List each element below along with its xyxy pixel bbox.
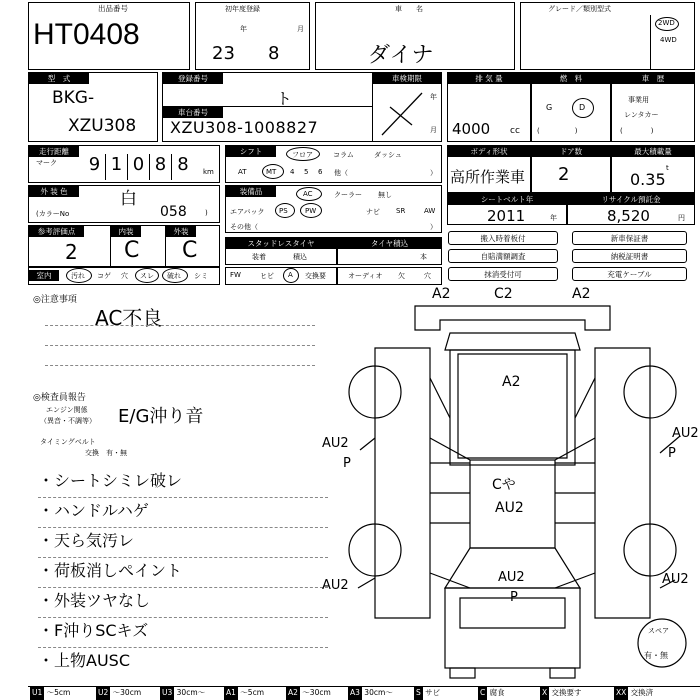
legend-code: U2 xyxy=(96,686,110,700)
inspection-month-unit: 月 xyxy=(430,126,437,134)
dmg-roof-au: AU2 xyxy=(495,500,524,516)
dmg-right-rear: AU2 xyxy=(662,572,689,587)
first-registration-year-unit: 年 xyxy=(240,25,247,33)
inspector-item: ・天ら気汚レ xyxy=(38,528,328,558)
load-unit: t xyxy=(666,164,669,172)
drive-4wd: 4WD xyxy=(660,36,677,44)
caution-text: AC不良 xyxy=(95,306,163,330)
doc-warranty: 新車保証書 xyxy=(572,231,687,245)
mileage-digit: 9 xyxy=(84,154,106,180)
body-value: 高所作業車 xyxy=(450,168,526,186)
doc-charging-cable: 充電ケーブル xyxy=(572,267,687,281)
car-name-value: ダイナ xyxy=(368,43,434,68)
engine-label: エンジン関係 xyxy=(46,406,88,414)
inspector-item: ・外装ツヤなし xyxy=(38,588,328,618)
shift-opt-other-close: ） xyxy=(430,169,437,177)
timing-sub: 交換 有・無 xyxy=(85,449,127,457)
color-no-value: 058 xyxy=(160,204,187,220)
fuel-label: 燃 料 xyxy=(532,73,610,84)
legend-item xyxy=(614,686,653,700)
lot-label: 出品番号 xyxy=(98,4,128,13)
ref-score-value: 2 xyxy=(65,240,78,264)
legend-item xyxy=(224,686,264,700)
shift-opt-column: コラム xyxy=(333,151,354,159)
displacement-value: 4000 xyxy=(452,120,491,138)
inspection-year-unit: 年 xyxy=(430,93,437,101)
seatbelt-unit: 年 xyxy=(550,214,557,222)
inspector-item: ・F沖りSCキズ xyxy=(38,618,328,648)
interior-score-value: C xyxy=(124,238,140,263)
studless-label: スタッドレスタイヤ xyxy=(226,238,336,249)
exterior-score-value: C xyxy=(182,238,198,263)
legend-code: U1 xyxy=(30,686,44,700)
legend-code: X xyxy=(540,686,549,700)
first-registration-year: 23 xyxy=(212,43,235,64)
equip-none: 無し xyxy=(378,191,392,199)
studless-opt-installed: 装着 xyxy=(252,253,266,261)
caution-line-2 xyxy=(45,345,315,346)
shift-floor-circle xyxy=(286,147,320,161)
history-rental: レンタカー xyxy=(624,111,659,119)
audio-missing: 欠 xyxy=(398,272,405,280)
dmg-right-mid: AU2 xyxy=(672,426,699,441)
audio-label: オーディオ xyxy=(348,272,383,280)
recycle-value: 8,520 xyxy=(607,207,650,225)
spare-value: 有・無 xyxy=(644,651,668,660)
legend-desc: 交換済 xyxy=(630,688,654,697)
tire-label: タイヤ積込 xyxy=(338,238,441,249)
legend-code: A2 xyxy=(286,686,300,700)
model-line2: XZU308 xyxy=(68,116,137,136)
shift-opt-dash: ダッシュ xyxy=(374,151,402,159)
dmg-front-left: A2 xyxy=(432,286,451,302)
recycle-label: リサイクル預託金 xyxy=(568,194,694,205)
dmg-front-right: A2 xyxy=(572,286,591,302)
color-no-label: (カラーNo xyxy=(36,210,70,218)
caution-line-1 xyxy=(45,325,315,326)
color-label: 外 装 色 xyxy=(29,186,79,197)
shift-opt-other: 他（ xyxy=(334,169,348,177)
equip-ps: PS xyxy=(279,207,288,215)
inspection-label: 車検期限 xyxy=(373,73,441,84)
inspection-strike xyxy=(372,85,432,140)
model-line1: BKG- xyxy=(52,88,95,108)
first-registration-month: 8 xyxy=(268,43,280,64)
reg-no-label: 登録番号 xyxy=(163,73,223,84)
dmg-rear-p: P xyxy=(510,590,518,605)
history-business: 事業用 xyxy=(628,96,649,104)
spare-label: スペア xyxy=(648,627,669,635)
doors-value: 2 xyxy=(558,164,570,185)
legend-code: A1 xyxy=(224,686,238,700)
interior-cond-dirt: 汚れ xyxy=(71,272,85,280)
doc-arrival-plate: 搬入時着板付 xyxy=(448,231,558,245)
mileage-digit: 8 xyxy=(177,154,189,175)
mileage-digits xyxy=(84,154,194,180)
shift-opt-4: 4 xyxy=(290,168,295,176)
caution-line-3 xyxy=(45,365,315,366)
legend-item xyxy=(96,686,141,700)
equip-other: その他（ xyxy=(230,223,258,231)
fw-crack: ヒビ xyxy=(260,272,274,280)
equip-pw: PW xyxy=(305,207,317,215)
shift-opt-floor: フロア xyxy=(292,151,313,159)
legend-desc: 交換要す xyxy=(551,688,582,697)
shift-opt-at: AT xyxy=(238,168,247,176)
mileage-unit: km xyxy=(203,168,214,176)
interior-cond-scuff: スレ xyxy=(140,272,154,280)
legend-desc: サビ xyxy=(425,688,441,697)
body-label: ボディ形状 xyxy=(448,146,530,157)
seatbelt-value: 2011 xyxy=(487,207,526,225)
legend-item xyxy=(160,686,205,700)
color-value: 白 xyxy=(120,189,137,209)
inspector-item: ・シートシミレ破レ xyxy=(38,468,328,498)
doc-deregistration: 抹消受付可 xyxy=(448,267,558,281)
inspector-item: ・ハンドルハゲ xyxy=(38,498,328,528)
recycle-unit: 円 xyxy=(678,214,685,222)
legend-code: C xyxy=(478,686,487,700)
fw-replace: 交換要 xyxy=(305,272,326,280)
interior-cond-stain: シミ xyxy=(194,272,208,280)
inspector-label: ◎検査員報告 xyxy=(33,393,86,403)
tire-unit: 本 xyxy=(420,253,427,261)
interior-cond-hole: 穴 xyxy=(121,272,128,280)
legend-desc: 30cm～ xyxy=(176,688,206,697)
equip-other-close: ） xyxy=(430,223,437,231)
fuel-g: G xyxy=(546,103,553,112)
shift-opt-mt: MT xyxy=(266,168,277,176)
interior-cond-label: 室内 xyxy=(29,270,59,281)
fw-a: A xyxy=(288,271,293,279)
equip-aw: AW xyxy=(424,207,436,215)
dmg-rear-au: AU2 xyxy=(498,570,525,585)
inspector-items xyxy=(38,468,328,678)
ref-score-label: 参考評価点 xyxy=(29,226,84,237)
displacement-unit: cc xyxy=(510,126,520,136)
caution-label: ◎注意事項 xyxy=(33,295,77,305)
legend-item xyxy=(478,686,505,700)
fw-label: FW xyxy=(230,271,241,279)
dmg-roof-c: Cや xyxy=(492,477,516,493)
mileage-mark: マーク xyxy=(36,159,57,167)
model-label: 型 式 xyxy=(29,73,89,84)
legend-desc: 腐食 xyxy=(489,688,505,697)
first-registration-label: 初年度登録 xyxy=(225,5,260,13)
reg-no-value: ト xyxy=(276,89,293,108)
inspector-item: ・荷板消しペイント xyxy=(38,558,328,588)
mileage-label: 走行距離 xyxy=(29,146,79,157)
equip-sr: SR xyxy=(396,207,406,215)
car-name-label: 車 名 xyxy=(395,5,423,13)
fuel-d: D xyxy=(579,103,586,112)
legend-item xyxy=(348,686,393,700)
first-registration-month-unit: 月 xyxy=(297,25,304,33)
doc-insurance-check: 自賠満額調査 xyxy=(448,249,558,263)
history-label: 車 歴 xyxy=(612,73,694,84)
mileage-digit: 8 xyxy=(150,154,172,180)
load-label: 最大積載量 xyxy=(612,146,694,157)
engine-sub: （異音・不調等） xyxy=(40,417,96,425)
audio-hole: 穴 xyxy=(424,272,431,280)
timing-label: タイミングベルト xyxy=(40,438,96,446)
dmg-right-mid-p: P xyxy=(668,446,676,461)
interior-cond-burn: コゲ xyxy=(97,272,111,280)
legend-desc: 30cm～ xyxy=(364,688,393,697)
legend-item xyxy=(30,686,70,700)
equip-ac: AC xyxy=(303,190,313,198)
legend-desc: ～30cm xyxy=(302,688,331,697)
exterior-score-label: 外装 xyxy=(166,226,196,237)
legend-desc: ～5cm xyxy=(46,688,71,697)
legend-code: A3 xyxy=(348,686,362,700)
legend-desc: ～30cm xyxy=(112,688,142,697)
legend-code: U3 xyxy=(160,686,174,700)
legend-code: XX xyxy=(614,686,628,700)
equip-label: 装備品 xyxy=(226,186,276,197)
interior-score-label: 内装 xyxy=(111,226,141,237)
legend-item xyxy=(540,686,582,700)
drive-2wd: 2WD xyxy=(658,19,675,27)
equip-airbag: エアバック xyxy=(230,208,265,216)
seatbelt-label: シートベルト年 xyxy=(448,194,566,205)
mileage-digit: 1 xyxy=(106,154,128,180)
interior-cond-tear: 破れ xyxy=(167,272,181,280)
studless-opt-loaded: 積込 xyxy=(293,253,307,261)
dmg-hood: A2 xyxy=(502,374,521,390)
shift-opt-6: 6 xyxy=(318,168,323,176)
chassis-label: 車台番号 xyxy=(163,107,223,118)
equip-cooler: クーラー xyxy=(334,191,362,199)
equip-navi: ナビ xyxy=(366,208,380,216)
lot-number: HT0408 xyxy=(33,18,140,51)
dmg-left-mid-p: P xyxy=(343,456,351,471)
shift-label: シフト xyxy=(226,146,276,157)
fuel-paren: ( ) xyxy=(537,127,578,135)
dmg-front-center: C2 xyxy=(494,286,513,302)
history-paren: ( ) xyxy=(620,127,654,135)
grade-label: グレード／類別型式 xyxy=(548,5,611,13)
legend-item xyxy=(286,686,331,700)
inspector-item: ・上物AUSC xyxy=(38,651,130,670)
legend-desc: ～5cm xyxy=(240,688,264,697)
shift-opt-5: 5 xyxy=(304,168,309,176)
color-no-close: ) xyxy=(205,209,208,217)
displacement-label: 排 気 量 xyxy=(448,73,530,84)
doc-tax-certificate: 納税証明書 xyxy=(572,249,687,263)
engine-text: E/G沖り音 xyxy=(118,406,204,427)
chassis-value: XZU308-1008827 xyxy=(170,118,319,137)
dmg-left-rear: AU2 xyxy=(322,578,349,593)
load-value: 0.35 xyxy=(630,170,666,189)
doors-label: ドア数 xyxy=(532,146,610,157)
dmg-left-mid: AU2 xyxy=(322,436,349,451)
mileage-digit: 0 xyxy=(128,154,150,180)
legend-code: S xyxy=(414,686,423,700)
legend-item xyxy=(414,686,440,700)
